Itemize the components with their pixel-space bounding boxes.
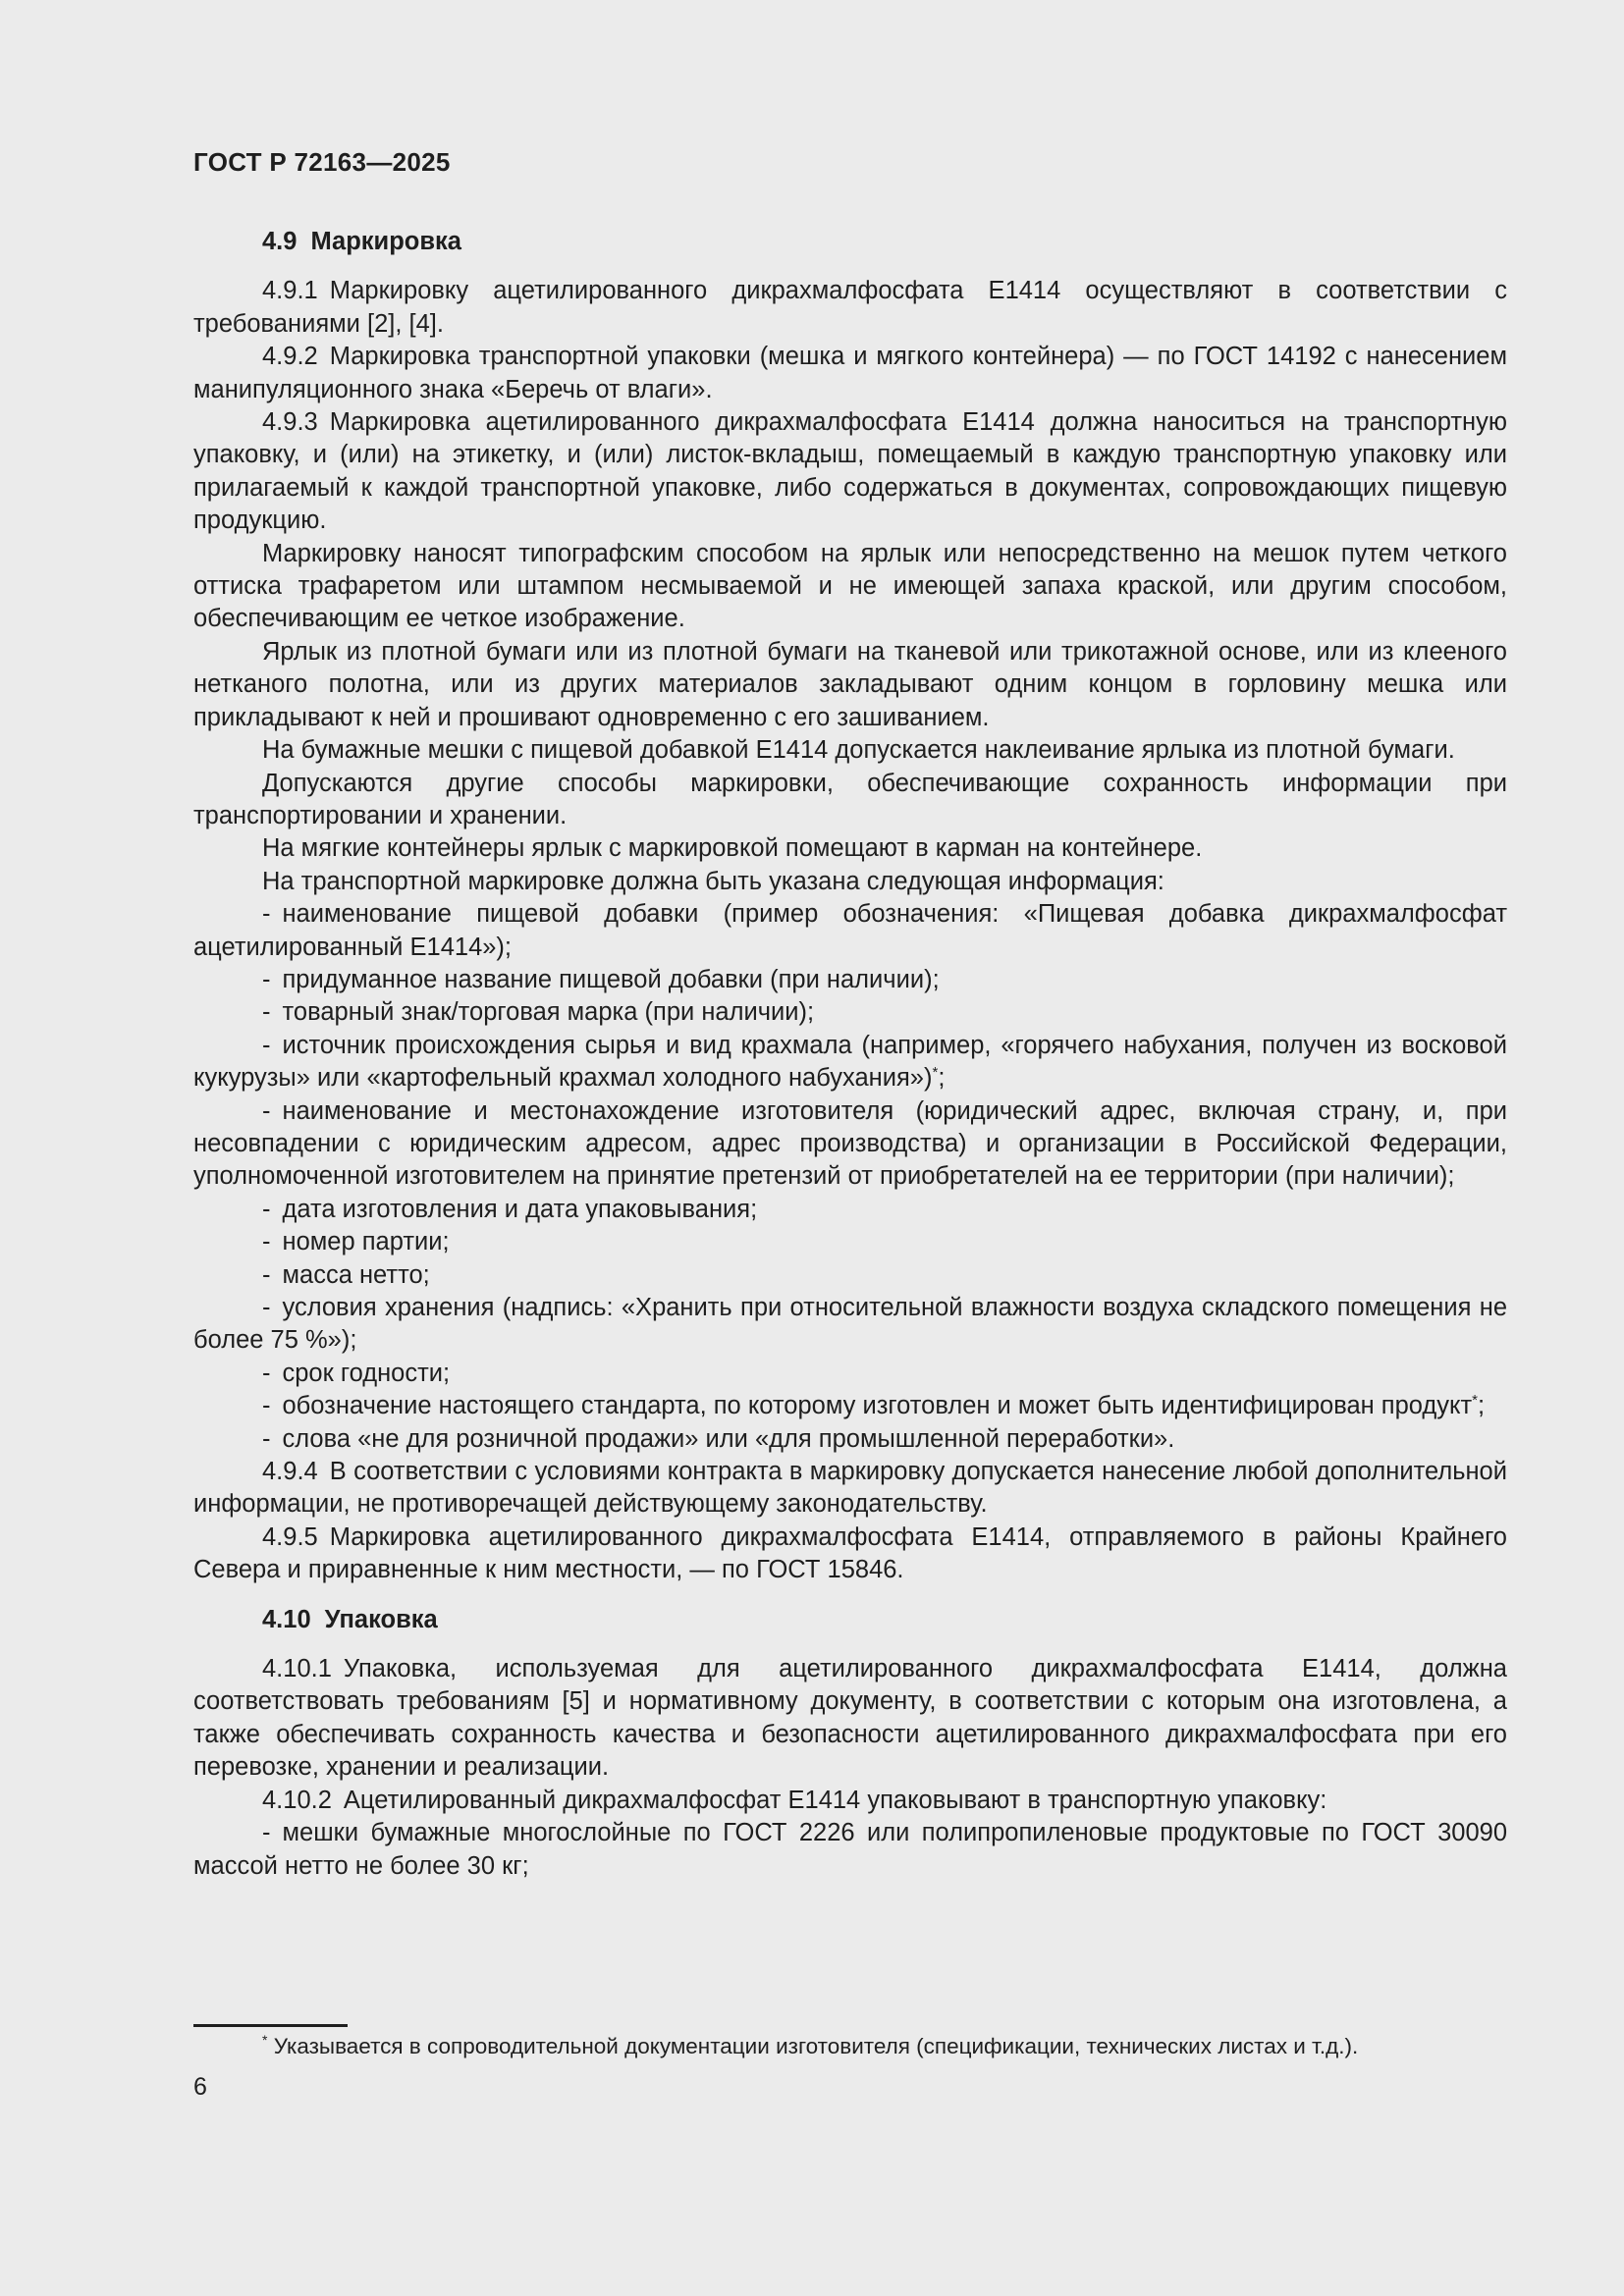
clause-text: Маркировка ацетилированного дикрахмалфосфата Е1414, отправляемого в районы Крайнего Севера и приравненные к ним местности, — по ГОСТ 15846. xyxy=(193,1522,1507,1584)
dash-marker: - xyxy=(262,998,271,1027)
paragraph-other-methods: Допускаются другие способы маркировки, обеспечивающие сохранность информации при транспортировании и хранении. xyxy=(193,769,1507,829)
footnote-mark: * xyxy=(262,2032,268,2048)
clause-text: Упаковка, используемая для ацетилированного дикрахмалфосфата Е1414, должна соответствовать требованиям [5] и нормативному документу, в соответствии с которым она изготовлена, а также обеспечивать сохранность качества и безопасности ацетилированного дикрахмалфосфата при его перевозке, хранении и реализации. xyxy=(193,1655,1507,1782)
dash-marker: - xyxy=(262,1392,271,1420)
list-item xyxy=(193,898,1507,964)
list-item xyxy=(193,1095,1507,1194)
paragraph-4-10-2 xyxy=(193,1785,1507,1817)
dash-marker: - xyxy=(262,1359,271,1387)
paragraph-label: Ярлык из плотной бумаги или из плотной бумаги на тканевой или трикотажной основе, или из клееного нетканого полотна, или из других материалов закладывают одним концом в горловину мешка или прикладывают к ней и прошивают одновременно с его зашиванием. xyxy=(193,637,1507,731)
paragraph-soft-containers: На мягкие контейнеры ярлык с маркировкой помещают в карман на контейнере. xyxy=(262,834,1203,863)
list-item-text: мешки бумажные многослойные по ГОСТ 2226 или полипропиленовые продуктовые по ГОСТ 30090 массой нетто не более 30 кг; xyxy=(193,1819,1507,1880)
list-item xyxy=(193,1423,1507,1456)
dash-marker: - xyxy=(262,965,271,993)
document-header: ГОСТ Р 72163—2025 xyxy=(193,147,451,177)
paragraph-marking-method: Маркировку наносят типографским способом на ярлык или непосредственно на мешок путем четкого оттиска трафаретом или штампом несмываемой и не имеющей запаха краской, или другим способом, обеспечивающим ее четкое изображение. xyxy=(193,539,1507,633)
section-number: 4.9 xyxy=(262,228,298,255)
paragraph-4-10-1 xyxy=(193,1653,1507,1785)
clause-number: 4.9.4 xyxy=(262,1458,318,1486)
list-item xyxy=(193,1292,1507,1358)
footnote-reference: * xyxy=(1472,1392,1479,1410)
list-item-text: дата изготовления и дата упаковывания; xyxy=(282,1195,758,1223)
section-number: 4.10 xyxy=(262,1605,311,1633)
list-item-text: наименование пищевой добавки (пример обозначения: «Пищевая добавка дикрахмалфосфат ацетилированный Е1414»); xyxy=(193,900,1507,961)
section-heading-4-9 xyxy=(193,226,1507,258)
clause-number: 4.9.2 xyxy=(262,343,318,371)
dash-marker: - xyxy=(262,1260,271,1289)
list-item xyxy=(193,1030,1507,1095)
paragraph-4-9-1 xyxy=(193,275,1507,341)
list-item-text: масса нетто; xyxy=(282,1260,430,1289)
list-item xyxy=(193,996,1507,1029)
clause-number: 4.9.3 xyxy=(262,408,318,437)
list-item xyxy=(193,1259,1507,1292)
list-item-end: ; xyxy=(1478,1392,1486,1420)
dash-marker: - xyxy=(262,1096,271,1125)
paragraph-info-intro: На транспортной маркировке должна быть указана следующая информация: xyxy=(262,867,1164,895)
clause-text: Маркировку ацетилированного дикрахмалфосфата Е1414 осуществляют в соответствии с требованиями [2], [4]. xyxy=(193,277,1507,338)
clause-text: Ацетилированный дикрахмалфосфат Е1414 упаковывают в транспортную упаковку: xyxy=(343,1786,1327,1814)
paragraph-4-9-3 xyxy=(193,406,1507,538)
list-item xyxy=(193,1817,1507,1883)
footnote-text: Указывается в сопроводительной документации изготовителя (спецификации, технических листах и т.д.). xyxy=(273,2034,1359,2058)
dash-marker: - xyxy=(262,1294,271,1321)
list-item-end: ; xyxy=(938,1064,946,1093)
list-item xyxy=(193,1390,1507,1422)
paragraph-paper-bags: На бумажные мешки с пищевой добавкой Е1414 допускается наклеивание ярлыка из плотной бумаги. xyxy=(262,736,1455,765)
list-item-text: условия хранения (надпись: «Хранить при относительной влажности воздуха складского помещения не более 75 %»); xyxy=(193,1294,1507,1355)
clause-number: 4.9.5 xyxy=(262,1522,318,1551)
dash-marker: - xyxy=(262,900,271,929)
list-item-text: товарный знак/торговая марка (при наличии); xyxy=(282,998,815,1027)
section-title: Маркировка xyxy=(310,228,461,255)
list-item-text: наименование и местонахождение изготовителя (юридический адрес, включая страну, и, при несовпадении с юридическим адресом, адрес производства) и организации в Российской Федерации, уполномоченной изготовителем на принятие претензий от приобретателей на ее территории (при наличии); xyxy=(193,1096,1507,1191)
list-item xyxy=(193,1226,1507,1258)
paragraph-4-9-2 xyxy=(193,341,1507,406)
page-number: 6 xyxy=(193,2073,207,2101)
document-body xyxy=(193,226,1507,1883)
paragraph-4-9-5 xyxy=(193,1522,1507,1587)
list-item-text: срок годности; xyxy=(282,1359,451,1387)
list-item xyxy=(193,1194,1507,1226)
section-title: Упаковка xyxy=(324,1605,438,1633)
dash-marker: - xyxy=(262,1031,271,1059)
dash-marker: - xyxy=(262,1228,271,1256)
clause-number: 4.9.1 xyxy=(262,277,318,305)
list-item-text: номер партии; xyxy=(282,1228,450,1256)
section-heading-4-10 xyxy=(193,1604,1507,1636)
clause-text: Маркировка ацетилированного дикрахмалфосфата Е1414 должна наноситься на транспортную упаковку, и (или) на этикетку, и (или) листок-вкладыш, помещаемый в каждую транспортную упаковку или прилагаемый к каждой транспортной упаковке, либо содержаться в документах, сопровождающих пищевую продукцию. xyxy=(193,408,1507,535)
clause-number: 4.10.2 xyxy=(262,1786,332,1814)
paragraph-4-9-4 xyxy=(193,1456,1507,1522)
list-item xyxy=(193,1358,1507,1390)
list-item-text: обозначение настоящего стандарта, по которому изготовлен и может быть идентифицирован продукт xyxy=(282,1392,1473,1420)
footnote-reference: * xyxy=(932,1064,939,1082)
clause-text: Маркировка транспортной упаковки (мешка и мягкого контейнера) — по ГОСТ 14192 с нанесением манипуляционного знака «Беречь от влаги». xyxy=(193,343,1507,403)
footnote xyxy=(262,2032,1509,2061)
clause-number: 4.10.1 xyxy=(262,1655,332,1683)
list-item-text: источник происхождения сырья и вид крахмала (например, «горячего набухания, получен из восковой кукурузы» или «картофельный крахмал холодного набухания») xyxy=(193,1031,1507,1093)
list-item-text: придуманное название пищевой добавки (при наличии); xyxy=(282,965,940,993)
footnote-divider xyxy=(193,2024,348,2027)
dash-marker: - xyxy=(262,1424,271,1453)
list-item xyxy=(193,964,1507,996)
list-item-text: слова «не для розничной продажи» или «для промышленной переработки». xyxy=(282,1424,1175,1453)
dash-marker: - xyxy=(262,1195,271,1223)
dash-marker: - xyxy=(262,1819,271,1847)
clause-text: В соответствии с условиями контракта в маркировку допускается нанесение любой дополнительной информации, не противоречащей действующему законодательству. xyxy=(193,1458,1507,1519)
